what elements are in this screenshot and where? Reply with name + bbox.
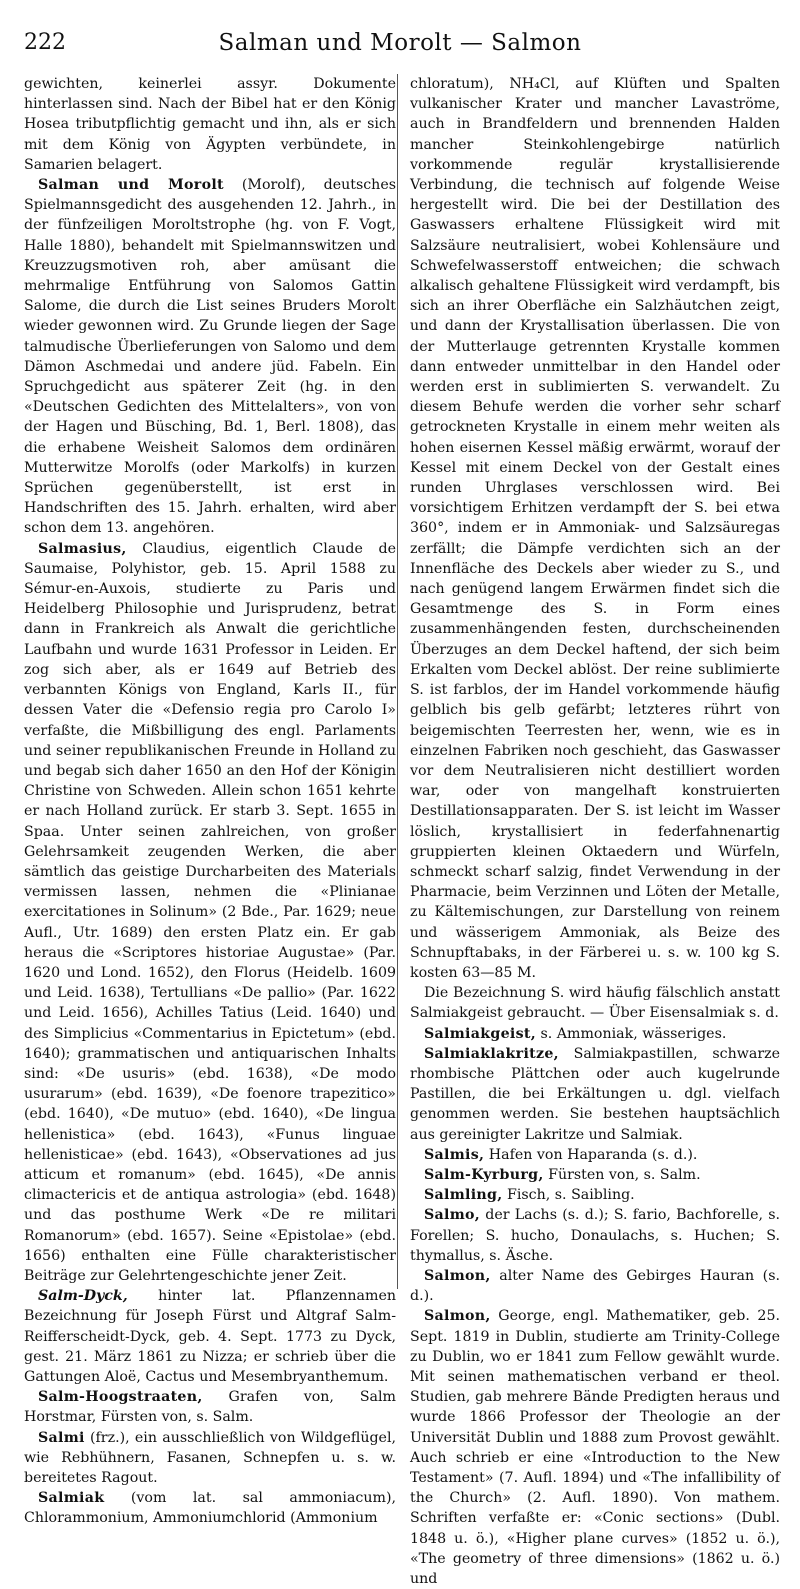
entry-headword: Salmling, [424,1187,503,1204]
dictionary-entry [410,1145,780,1165]
dictionary-entry [410,1044,780,1145]
entry-text: der Lachs (s. d.); S. fario, Bachforelle, s. Forellen; S. hucho, Donaulachs, s. Huchen; S. thymallus, s. Äsche. [410,1207,780,1264]
entry-headword: Salmis, [424,1146,485,1163]
dictionary-entry [24,175,396,539]
entry-text: Grafen von, Salm Horstmar, Fürsten von, s. Salm. [24,1389,396,1426]
dictionary-entry [24,1428,396,1489]
entry-headword: Salmiaklakritze, [424,1045,559,1062]
dictionary-entry [24,1488,396,1528]
entry-headword: Salm-Dyck, [38,1288,128,1305]
dictionary-entry [410,1165,780,1185]
dictionary-entry [24,1387,396,1427]
column-divider [397,74,398,1289]
entry-text: chloratum), NH₄Cl, auf Klüften und Spalten vulkanischer Krater und mancher Lavaströme, auch in Brandfeldern und brennenden Halden mancher Steinkohlengebirge natürlich vorkommende regulär krystallisierende Verbindung, die technisch auf folgende Weise hergestellt wird. Die bei der Destillation des Gaswassers erhaltene Flüssigkeit wird mit Salzsäure neutralisiert, wobei Kohlensäure und Schwefelwasserstoff entweichen; die schwach alkalisch gehaltene Flüssigkeit wird verdampft, bis sich an ihrer Oberfläche ein Salzhäutchen zeigt, und dann der Krystallisation überlassen. Die von der Mutterlauge getrennten Krystalle kommen dann entweder unmittelbar in den Handel oder werden erst in sublimierten S. verwandelt. Zu diesem Behufe werden die vorher sehr scharf getrockneten Krystalle in einem mehr weiten als hohen eisernen Kessel mäßig erwärmt, worauf der Kessel mit einem Deckel von der Gestalt eines runden Uhrglases verschlossen wird. Bei vorsichtigem Erhitzen verdampft der S. bei etwa 360°, indem er in Ammoniak- und Salzsäuregas zerfällt; die Dämpfe verdichten sich an der Innenfläche des Deckels aber wieder zu S., und nach genügend langem Erwärmen findet sich die Gesamtmenge des S. in Form eines zusammenhängenden festen, durchscheinenden Überzuges an dem Deckel haftend, der sich beim Erkalten vom Deckel ablöst. Der reine sublimierte S. ist farblos, der im Handel vorkommende häufig gelblich bis gelb gefärbt; letzteres rührt von beigemischten Teerresten her, wenn, wie es in einzelnen Fabriken noch geschieht, das Gaswasser vor dem Neutralisieren nicht destilliert worden war, oder von mangelhaft konstruierten Destillationsapparaten. Der S. ist leicht im Wasser löslich, krystallisiert in federfahnenartig gruppierten kleinen Oktaedern und Würfeln, schmeckt scharf salzig, findet Verwendung in der Pharmacie, beim Verzinnen und Löten der Metalle, zu Kältemischungen, zur Darstellung von reinem und wässerigem Ammoniak, als Beize des Schnupftabaks, in der Färberei u. s. w. 100 kg S. kosten 63—85 M. [410,76,780,981]
page-number: 222 [24,30,66,55]
entry-text: alter Name des Gebirges Hauran (s. d.). [410,1267,780,1305]
entry-headword: Salmo, [424,1207,481,1224]
entry-text: gewichten, keinerlei assyr. Dokumente hinterlassen sind. Nach der Bibel hat er den König Hosea tributpflichtig gemacht und ihn, als er sich mit dem König von Ägypten verbündete, in Samarien belagert. [24,76,396,173]
entry-text: Fürsten von, s. Salm. [543,1166,701,1183]
entry-text: s. Ammoniak, wässeriges. [535,1025,727,1042]
entry-text: Fisch, s. Saibling. [502,1187,635,1204]
dictionary-entry [24,539,396,1287]
dictionary-entry [410,74,780,983]
running-title: Salman und Morolt — Salmon [218,30,582,56]
entry-text: Die Bezeichnung S. wird häufig fälschlich anstatt Salmiakgeist gebraucht. — Über Eisensalmiak s. d. [410,985,780,1022]
dictionary-entry [410,1266,780,1306]
entry-text: Salmiakpastillen, schwarze rhombische Plättchen oder auch kugelrunde Pastillen, die bei Erkältungen u. dgl. vielfach genommen werden. Sie bestehen hauptsächlich aus gereinigter Lakritze und Salmiak. [410,1045,780,1143]
entry-text: (vom lat. sal ammoniacum), Chlorammonium, Ammoniumchlorid (Ammonium [24,1490,396,1527]
entry-headword: Salmon, [424,1308,491,1325]
page-header [24,30,776,60]
right-column [410,74,780,1589]
entry-text: Hafen von Haparanda (s. d.). [484,1146,698,1163]
entry-text: (Morolf), deutsches Spielmannsgedicht des ausgehenden 12. Jahrh., in der fünfzeiligen Moroltstrophe (hg. von F. Vogt, Halle 1880), behandelt mit Spielmannswitzen und Kreuzzugsmotiven roh, aber amüsant die mehrmalige Entführung von Salomos Gattin Salome, die durch die List seines Bruders Morolt wieder gewonnen wird. Zu Grunde liegen der Sage talmudische Überlieferungen von Salomo und dem Dämon Aschmedai und andere jüd. Fabeln. Ein Spruchgedicht aus späterer Zeit (hg. in den «Deutschen Gedichten des Mittelalters», von von der Hagen und Büsching, Bd. 1, Berl. 1808), das die erhabene Weisheit Salomos dem ordinären Mutterwitze Morolfs (oder Markolfs) in kurzen Sprüchen gegenüberstellt, ist erst in Handschriften des 15. Jahrh. erhalten, wird aber schon dem 13. angehören. [24,177,396,537]
entry-headword: Salm-Hoogstraaten, [38,1389,203,1406]
entry-headword: Salmasius, [38,540,127,557]
dictionary-entry [410,1185,780,1205]
dictionary-entry [24,1286,396,1387]
entry-headword: Salmiakgeist, [424,1025,536,1042]
entry-text: George, engl. Mathematiker, geb. 25. Sept. 1819 in Dublin, studierte am Trinity-College zu Dublin, wo er 1841 zum Fellow gewählt wurde. Mit seinen mathematischen verband er theol. Studien, gab mehrere Bände Predigten heraus und wurde 1866 Professor der Theologie an der Universität Dublin und 1888 zum Provost gewählt. Auch schrieb er eine «Introduction to the New Testament» (7. Aufl. 1894) und «The infallibility of the Church» (2. Aufl. 1890). Von mathem. Schriften verfaßte er: «Conic sections» (Dubl. 1848 u. ö.), «Higher plane curves» (1852 u. ö.), «The geometry of three dimensions» (1862 u. ö.) und [410,1308,780,1588]
entry-headword: Salmi [38,1429,85,1446]
entry-headword: Salman und Morolt [38,177,224,194]
entry-headword: Salm-Kyrburg, [424,1166,544,1183]
dictionary-entry [410,1205,780,1266]
left-column [24,74,396,1529]
dictionary-entry [410,1024,780,1044]
entry-text: hinter lat. Pflanzennamen Bezeichnung für Joseph Fürst und Altgraf Salm-Reifferscheidt-Dyck, geb. 4. Sept. 1773 zu Dyck, gest. 21. März 1861 zu Nizza; er schrieb über die Gattungen Aloë, Cactus und Mesembryanthemum. [24,1288,396,1385]
entry-headword: Salmiak [38,1490,105,1507]
dictionary-entry [24,74,396,175]
dictionary-entry [410,983,780,1023]
entry-text: (frz.), ein ausschließlich von Wildgeflügel, wie Rebhühnern, Fasanen, Schnepfen u. s. w. bereitetes Ragout. [24,1429,396,1487]
dictionary-entry [410,1306,780,1589]
entry-text: Claudius, eigentlich Claude de Saumaise, Polyhistor, geb. 15. April 1588 zu Sémur-en-Auxois, studierte zu Paris und Heidelberg Philosophie und Jurisprudenz, betrat dann in Frankreich als Anwalt die gerichtliche Laufbahn und wurde 1631 Professor in Leiden. Er zog sich aber, als er 1649 auf Betrieb des verbannten Königs von England, Karls II., für dessen Vater die «Defensio regia pro Carolo I» verfaßte, die Mißbilligung des engl. Parlaments und seiner republikanischen Freunde in Holland zu und begab sich daher 1650 an den Hof der Königin Christine von Schweden. Allein schon 1651 kehrte er nach Holland zurück. Er starb 3. Sept. 1655 in Spaa. Unter seinen zahlreichen, von großer Gelehrsamkeit zeugenden Werken, die aber sämtlich das geistige Durcharbeiten des Materials vermissen lassen, nehmen die «Plinianae exercitationes in Solinum» (2 Bde., Par. 1629; neue Aufl., Utr. 1689) den ersten Platz ein. Er gab heraus die «Scriptores historiae Augustae» (Par. 1620 und Lond. 1652), den Florus (Heidelb. 1609 und Leid. 1638), Tertullians «De pallio» (Par. 1622 und Leid. 1656), Achilles Tatius (Leid. 1640) und des Simplicius «Commentarius in Epictetum» (ebd. 1640); grammatischen und antiquarischen Inhalts sind: «De usuris» (ebd. 1638), «De modo usurarum» (ebd. 1639), «De foenore trapezitico» (ebd. 1640), «De mutuo» (ebd. 1640), «De lingua hellenistica» (ebd. 1643), «Funus linguae hellenisticae» (ebd. 1643), «Observationes ad jus atticum et romanum» (ebd. 1645), «De annis climactericis et de antiqua astrologia» (ebd. 1648) und das posthume Werk «De re militari Romanorum» (ebd. 1657). Seine «Epistolae» (ebd. 1656) enthalten eine Fülle charakteristischer Beiträge zur Gelehrtengeschichte jener Zeit. [24,540,396,1284]
entry-headword: Salmon, [424,1267,491,1284]
